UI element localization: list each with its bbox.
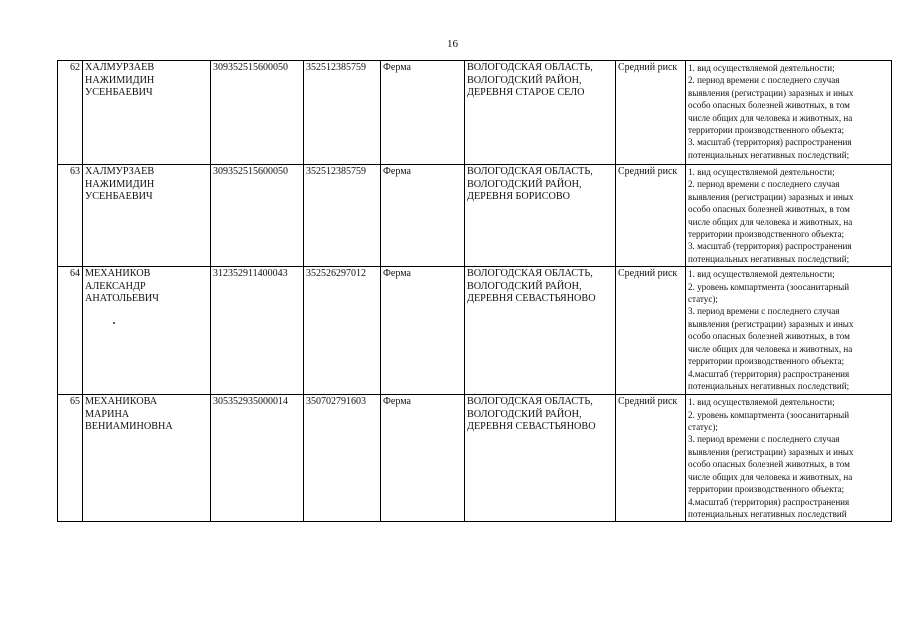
address-line: ДЕРЕВНЯ СЕВАСТЬЯНОВО [467, 293, 596, 305]
table-row [58, 267, 892, 395]
criteria-cell [686, 267, 892, 395]
criteria-line: 1. вид осуществляемой деятельности; [688, 397, 835, 408]
criteria-cell [686, 165, 892, 267]
owner-name-line: МЕХАНИКОВА [85, 396, 158, 408]
address-line: ВОЛОГОДСКАЯ ОБЛАСТЬ, [467, 166, 593, 177]
inn-cell: 350702791603 [304, 395, 381, 522]
scan-speck [113, 322, 115, 324]
owner-name-line: УСЕНБАЕВИЧ [85, 191, 153, 202]
page-number: 16 [447, 38, 458, 50]
criteria-line: выявления (регистрации) заразных и иных [688, 191, 854, 202]
object-type-cell: Ферма [381, 165, 465, 267]
criteria-cell [686, 61, 892, 165]
criteria-line: числе общих для человека и животных, на [688, 471, 853, 482]
address-line: ДЕРЕВНЯ СТАРОЕ СЕЛО [467, 87, 585, 98]
risk-category-cell: Средний риск [616, 267, 686, 395]
criteria-line: 2. период времени с последнего случая [688, 179, 840, 190]
criteria-line: 2. период времени с последнего случая [688, 75, 840, 86]
row-number: 65 [58, 395, 83, 522]
criteria-cell [686, 395, 892, 522]
criteria-line: потенциальных негативных последствий [688, 508, 847, 519]
criteria-line: особо опасных болезней животных, в том [688, 204, 850, 215]
owner-name [83, 267, 211, 395]
criteria-line: числе общих для человека и животных, на [688, 112, 853, 123]
address-line: ВОЛОГОДСКИЙ РАЙОН, [467, 408, 582, 420]
address-line: ДЕРЕВНЯ СЕВАСТЬЯНОВО [467, 421, 596, 433]
ogrn-cell: 309352515600050 [211, 165, 304, 267]
address-line: ВОЛОГОДСКИЙ РАЙОН, [467, 74, 582, 86]
owner-name-line: НАЖИМИДИН [85, 178, 155, 190]
owner-name [83, 61, 211, 165]
address-line: ВОЛОГОДСКИЙ РАЙОН, [467, 280, 582, 292]
criteria-line: потенциальных негативных последствий; [688, 253, 850, 264]
ogrn-cell: 309352515600050 [211, 61, 304, 165]
risk-category-cell: Средний риск [616, 395, 686, 522]
inn-cell: 352526297012 [304, 267, 381, 395]
row-number: 62 [58, 61, 83, 165]
row-number: 63 [58, 165, 83, 267]
object-type-cell: Ферма [381, 267, 465, 395]
risk-category-cell: Средний риск [616, 165, 686, 267]
criteria-line: 1. вид осуществляемой деятельности; [688, 63, 835, 73]
criteria-line: статус); [688, 294, 718, 305]
criteria-line: 1. вид осуществляемой деятельности; [688, 167, 835, 177]
address-line: ВОЛОГОДСКАЯ ОБЛАСТЬ, [467, 396, 593, 408]
criteria-line: территории производственного объекта; [688, 125, 845, 136]
ogrn-cell: 305352935000014 [211, 395, 304, 522]
address-line: ВОЛОГОДСКАЯ ОБЛАСТЬ, [467, 62, 593, 73]
registry-rows [58, 61, 892, 522]
criteria-line: выявления (регистрации) заразных и иных [688, 446, 854, 457]
owner-name-line: АНАТОЛЬЕВИЧ [85, 293, 159, 305]
criteria-line: 3. период времени с последнего случая [688, 434, 840, 445]
criteria-line: выявления (регистрации) заразных и иных [688, 318, 854, 329]
criteria-line: особо опасных болезней животных, в том [688, 459, 850, 470]
criteria-line: 4.масштаб (территория) распространения [688, 496, 850, 507]
owner-name-line: УСЕНБАЕВИЧ [85, 87, 153, 98]
row-number: 64 [58, 267, 83, 395]
criteria-line: территории производственного объекта; [688, 229, 845, 240]
criteria-line: 1. вид осуществляемой деятельности; [688, 269, 835, 280]
criteria-line: 3. масштаб (территория) распространения [688, 241, 852, 252]
criteria-line: 2. уровень компартмента (зоосанитарный [688, 281, 850, 292]
criteria-line: особо опасных болезней животных, в том [688, 100, 850, 111]
criteria-line: числе общих для человека и животных, на [688, 216, 853, 227]
criteria-line: 3. масштаб (территория) распространения [688, 137, 852, 148]
criteria-line: 4.масштаб (территория) распространения [688, 368, 850, 379]
object-type-cell: Ферма [381, 395, 465, 522]
owner-name-line: НАЖИМИДИН [85, 74, 155, 86]
inn-cell: 352512385759 [304, 61, 381, 165]
address-cell [465, 165, 616, 267]
address-line: ДЕРЕВНЯ БОРИСОВО [467, 191, 571, 202]
owner-name [83, 395, 211, 522]
table-row [58, 395, 892, 522]
criteria-line: числе общих для человека и животных, на [688, 343, 853, 354]
registry-table [57, 60, 892, 522]
object-type-cell: Ферма [381, 61, 465, 165]
owner-name [83, 165, 211, 267]
ogrn-cell: 312352911400043 [211, 267, 304, 395]
criteria-line: выявления (регистрации) заразных и иных [688, 87, 854, 98]
owner-name-line: ХАЛМУРЗАЕВ [85, 62, 155, 73]
criteria-line: 2. уровень компартмента (зоосанитарный [688, 409, 850, 420]
owner-name-line: МАРИНА [85, 408, 130, 420]
risk-category-cell: Средний риск [616, 61, 686, 165]
table-row [58, 165, 892, 267]
address-cell [465, 395, 616, 522]
criteria-line: особо опасных болезней животных, в том [688, 331, 850, 342]
address-cell [465, 61, 616, 165]
criteria-line: территории производственного объекта; [688, 356, 845, 367]
table-row [58, 61, 892, 165]
owner-name-line: МЕХАНИКОВ [85, 268, 151, 280]
address-cell [465, 267, 616, 395]
criteria-line: 3. период времени с последнего случая [688, 306, 840, 317]
criteria-line: территории производственного объекта; [688, 484, 845, 495]
owner-name-line: ВЕНИАМИНОВНА [85, 421, 173, 433]
address-line: ВОЛОГОДСКИЙ РАЙОН, [467, 178, 582, 190]
address-line: ВОЛОГОДСКАЯ ОБЛАСТЬ, [467, 268, 593, 280]
criteria-line: потенциальных негативных последствий; [688, 380, 850, 391]
owner-name-line: ХАЛМУРЗАЕВ [85, 166, 155, 177]
inn-cell: 352512385759 [304, 165, 381, 267]
criteria-line: статус); [688, 422, 718, 433]
criteria-line: потенциальных негативных последствий; [688, 149, 850, 160]
owner-name-line: АЛЕКСАНДР [85, 280, 146, 292]
